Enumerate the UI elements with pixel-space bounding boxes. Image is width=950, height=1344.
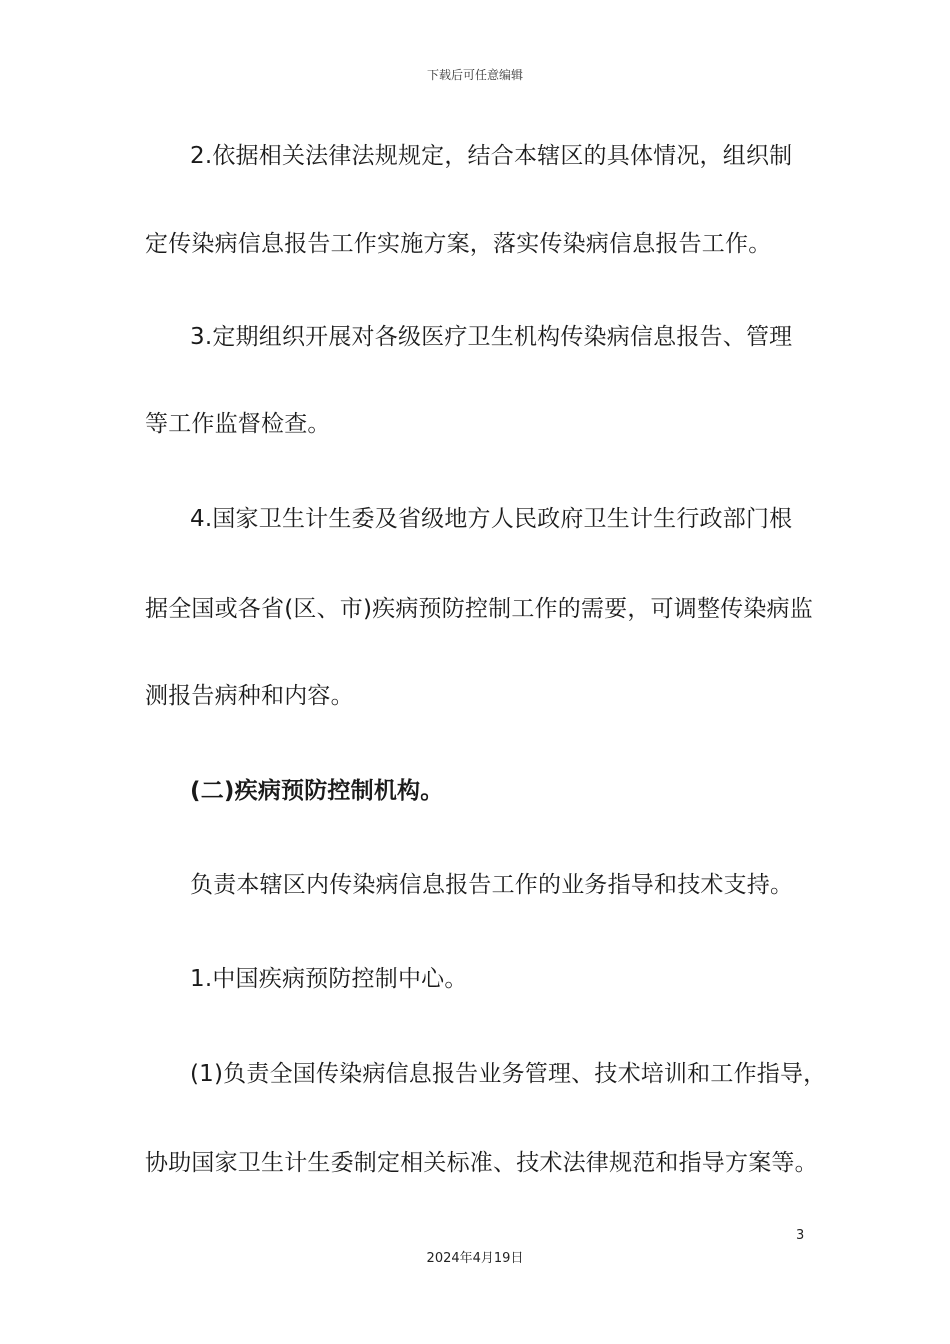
section-heading: (二)疾病预防控制机构。 (190, 778, 444, 804)
footer-date: 2024年4月19日 (426, 1251, 524, 1266)
paragraph-line: 协助国家卫生计生委制定相关标准、技术法律规范和指导方案等。 (145, 1150, 818, 1176)
paragraph-line: 测报告病种和内容。 (145, 683, 354, 709)
paragraph-line: 4.国家卫生计生委及省级地方人民政府卫生计生行政部门根 (190, 506, 793, 532)
paragraph-line: 据全国或各省(区、市)疾病预防控制工作的需要，可调整传染病监 (145, 596, 813, 622)
paragraph-line: 等工作监督检查。 (145, 411, 331, 437)
paragraph-line: 定传染病信息报告工作实施方案，落实传染病信息报告工作。 (145, 231, 772, 257)
paragraph-line: 3.定期组织开展对各级医疗卫生机构传染病信息报告、管理 (190, 324, 793, 350)
paragraph-line: 2.依据相关法律法规规定，结合本辖区的具体情况，组织制 (190, 143, 793, 169)
paragraph-line: (1)负责全国传染病信息报告业务管理、技术培训和工作指导， (190, 1061, 827, 1087)
subsection-heading: 1.中国疾病预防控制中心。 (190, 966, 468, 992)
paragraph-line: 负责本辖区内传染病信息报告工作的业务指导和技术支持。 (190, 872, 794, 898)
page-header: 下载后可任意编辑 (426, 68, 523, 82)
page-number: 3 (796, 1228, 805, 1243)
